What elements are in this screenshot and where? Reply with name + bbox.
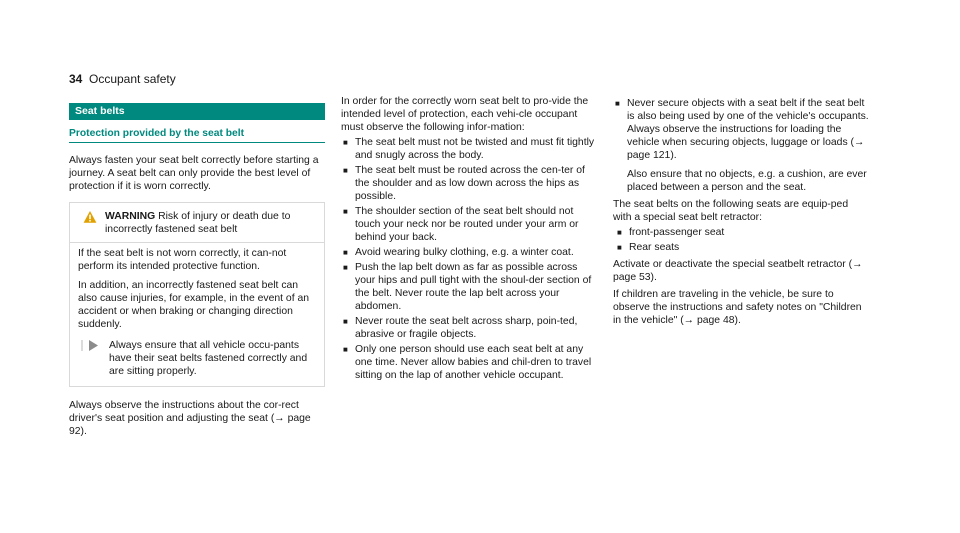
list-item: ■ Only one person should use each seat belt at any one time. Never allow babies and chil-dren to travel sitting on the lap of another vehicle occupant. (343, 344, 592, 381)
objects-list (613, 97, 869, 194)
protection-subheading: Protection provided by the seat belt (69, 127, 325, 143)
bullet-icon: ■ (343, 317, 348, 326)
column-1 (69, 95, 325, 438)
col2-intro-paragraph: In order for the correctly worn seat belt to pro-vide the intended level of protection, each vehi-cle occupant must observe the following infor-mation: (341, 96, 589, 133)
list-item: ■ Push the lap belt down as far as possible across your hips and pull tight with the shoul-der section of the belt. Never route the lap belt across your abdomen. (343, 262, 592, 312)
warning-text: Risk of injury or death due to incorrectly fastened seat belt (105, 211, 291, 235)
column-3 (613, 95, 869, 327)
bullet-icon: ■ (343, 263, 348, 272)
list-item: ■ Avoid wearing bulky clothing, e.g. a winter coat. (343, 247, 574, 258)
play-arrow-icon (81, 340, 99, 351)
warning-body (70, 243, 324, 386)
retractor-seats-list (613, 226, 869, 254)
list-item: ■ The seat belt must not be twisted and must fit tightly and snugly across the body. (343, 137, 595, 161)
action-text: Always ensure that all vehicle occu-pants have their seat belts fastened correctly and are sitting properly. (109, 340, 308, 377)
objects-paragraph: Never secure objects with a seat belt if the seat belt is also being used by one of the vehicle's occupants. Always observe the instructions for loading the vehicle when securing objects, luggage or loads (→ page 121). (627, 98, 869, 161)
warning-body-paragraph-2: In addition, an incorrectly fastened seat belt can also cause injuries, for example, in the event of an accident or when braking or changing direction suddenly. (78, 280, 310, 330)
list-item: ■ The shoulder section of the seat belt should not touch your neck nor be routed under your arm or behind your back. (343, 206, 579, 243)
list-item: ■ front-passenger seat (617, 227, 725, 238)
seat-position-paragraph: Always observe the instructions about the cor-rect driver's seat position and adjusting the seat (→ page 92). (69, 400, 311, 437)
intro-paragraph: Always fasten your seat belt correctly before starting a journey. A seat belt can only provide the best level of protection if it is worn correctly. (69, 155, 319, 192)
action-item (78, 339, 316, 378)
list-item (613, 97, 869, 194)
warning-label: WARNING (105, 211, 156, 222)
list-item: ■ Never route the seat belt across sharp, poin-ted, abrasive or fragile objects. (343, 316, 578, 340)
page-header (0, 0, 960, 100)
bullet-icon: ■ (615, 99, 620, 108)
warning-header (70, 203, 324, 243)
section-title: Occupant safety (89, 72, 176, 86)
cushion-paragraph: Also ensure that no objects, e.g. a cushion, are ever placed between a person and the seat. (627, 169, 867, 193)
bullet-icon: ■ (617, 228, 622, 237)
seat-belt-rules-list (341, 136, 597, 382)
bullet-icon: ■ (343, 166, 348, 175)
bullet-icon: ■ (617, 243, 622, 252)
list-item: ■ The seat belt must be routed across the cen-ter of the shoulder and as low down across the hips as possible. (343, 165, 585, 202)
bullet-icon: ■ (343, 138, 348, 147)
bullet-icon: ■ (343, 248, 348, 257)
seat-belts-banner (69, 103, 325, 120)
warning-box (69, 202, 325, 387)
column-2 (341, 95, 597, 382)
activate-paragraph: Activate or deactivate the special seatbelt retractor (→ page 53). (613, 259, 863, 283)
warning-icon (83, 210, 97, 224)
bullet-icon: ■ (343, 207, 348, 216)
banner-title: Seat belts (75, 105, 125, 117)
bullet-icon: ■ (343, 345, 348, 354)
children-paragraph: If children are traveling in the vehicle, be sure to observe the instructions and safety notes on "Children in the vehicle" (→ page 48). (613, 289, 862, 326)
list-item: ■ Rear seats (617, 242, 680, 253)
warning-header-text (105, 210, 316, 236)
page-number: 34 (69, 72, 83, 86)
warning-body-paragraph-1: If the seat belt is not worn correctly, it can-not perform its intended protective function. (78, 248, 287, 272)
retractor-intro: The seat belts on the following seats are equip-ped with a special seat belt retractor: (613, 199, 849, 223)
